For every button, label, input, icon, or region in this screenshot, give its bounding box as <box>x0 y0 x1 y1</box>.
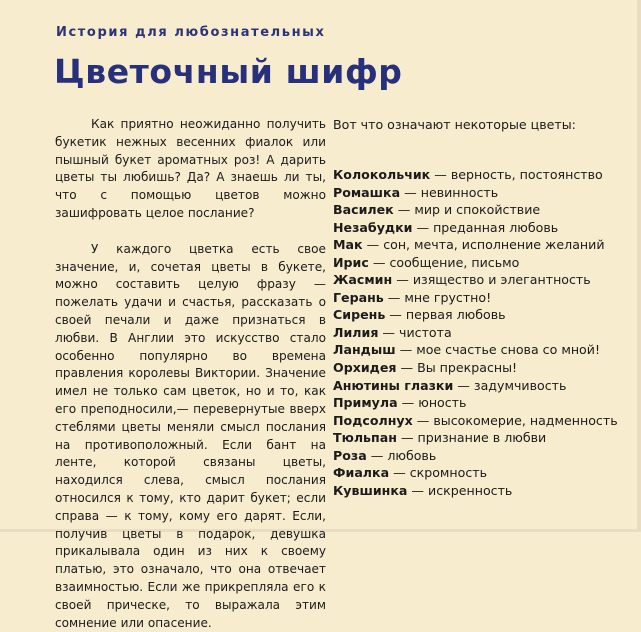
flower-meaning-item <box>333 464 633 482</box>
flower-separator: — <box>396 430 418 446</box>
flower-meaning-item <box>333 201 633 219</box>
flower-meaning: любовь <box>387 447 437 463</box>
flower-name: Жасмин <box>333 272 393 288</box>
section-kicker: История для любознательных <box>56 25 326 40</box>
flower-meaning: мне грустно! <box>404 289 492 305</box>
flower-meaning: признание в любви <box>417 430 547 446</box>
flower-meaning-item <box>333 166 633 184</box>
flower-meaning: преданная любовь <box>433 219 559 235</box>
flower-name: Герань <box>333 289 384 305</box>
flower-meaning-item <box>333 482 633 500</box>
flower-meaning-item <box>333 341 633 359</box>
flower-meanings-intro: Вот что означают некоторые цветы: <box>333 117 576 132</box>
flower-name: Василек <box>333 202 394 218</box>
flower-separator: — <box>389 465 410 481</box>
flower-meaning: юность <box>418 395 467 411</box>
flower-name: Орхидея <box>333 360 397 376</box>
flower-name: Сирень <box>333 307 386 323</box>
flower-meaning: искренность <box>428 482 513 498</box>
flower-meaning: скромность <box>409 465 488 481</box>
flower-meaning: высокомерие, надменность <box>433 412 618 428</box>
flower-meaning-item <box>333 412 633 430</box>
flower-meaning: первая любовь <box>405 307 506 323</box>
flower-separator: — <box>383 289 405 305</box>
flower-separator: — <box>368 254 390 270</box>
flower-meaning-item <box>333 359 633 377</box>
flower-meaning: Вы прекрасны! <box>417 360 518 376</box>
flower-meaning: мир и спокойствие <box>414 202 541 218</box>
flower-name: Лилия <box>333 324 379 340</box>
flower-meaning: невинность <box>420 184 499 200</box>
flower-meanings-column <box>333 116 633 498</box>
article-paragraph-1: Как приятно неожиданно получить букетик нежных весенних фиалок или пышный букет ароматных роз! А дарить цветы ты любишь? Да? А знаешь ли ты, что с помощью цветов можно зашифровать целое послание? <box>55 117 326 220</box>
article-column <box>55 116 326 632</box>
page-edge-right <box>637 0 641 532</box>
flower-separator: — <box>453 377 474 393</box>
flower-separator: — <box>393 202 415 218</box>
flower-separator: — <box>407 482 429 498</box>
flower-separator: — <box>392 272 413 288</box>
flower-separator: — <box>396 360 418 376</box>
flower-meaning-item <box>333 219 633 237</box>
flower-separator: — <box>412 412 434 428</box>
flower-separator: — <box>412 219 434 235</box>
flower-meaning-item <box>333 254 633 272</box>
article-paragraph-2: У каждого цветка есть свое значение, и, сочетая цветы в букете, можно составить целую фразу — пожелать удачи и счастья, рассказать о своей печали и даже признаться в любви. В Англии это искусство стало особенно популярно во времена правления королевы Виктории. Значение имел не только сам цветок, но и то, как его преподносили,— перевернутые вверх стеблями цветы меняли смысл послания на противоположный. Если бант на ленте, которой связаны цветы, находился слева, смысл послания относился к тому, кто дарит букет; если справа — к тому, кому его дарят. Если, получив цветы в подарок, девушка прикалывала один из них к своему платью, это означало, что она отвечает взаимностью. Если же прикрепляла его к своей прическе, то выражала этим сомнение или опасение. <box>55 241 326 630</box>
flower-name: Кувшинка <box>333 482 408 498</box>
flower-name: Ромашка <box>333 184 401 200</box>
flower-meaning: изящество и элегантность <box>412 272 591 288</box>
flower-meaning: верность, постоянство <box>450 167 603 182</box>
flower-meaning: сон, мечта, исполнение желаний <box>383 237 605 253</box>
flower-meaning: сообщение, письмо <box>389 254 520 270</box>
flower-meaning-item <box>333 306 633 324</box>
flower-name: Ирис <box>333 254 369 270</box>
flower-name: Колокольчик <box>333 167 431 182</box>
flower-separator: — <box>385 307 406 323</box>
page-title: Цветочный шифр <box>54 52 403 91</box>
flower-meaning: чистота <box>399 324 452 340</box>
flower-name: Фиалка <box>333 465 390 481</box>
flower-name: Примула <box>333 395 398 411</box>
flower-name: Роза <box>333 447 367 463</box>
flower-meanings-list <box>333 166 633 499</box>
flower-separator: — <box>397 395 419 411</box>
flower-meaning-item <box>333 429 633 447</box>
flower-meaning-item <box>333 289 633 307</box>
flower-meaning-item <box>333 377 633 395</box>
flower-name: Тюльпан <box>333 430 397 446</box>
flower-meaning-item <box>333 447 633 465</box>
flower-name: Подсолнух <box>333 412 413 428</box>
flower-separator: — <box>366 447 388 463</box>
flower-meaning-item <box>333 184 633 202</box>
flower-separator: — <box>378 324 400 340</box>
flower-meaning-item <box>333 271 633 289</box>
flower-separator: — <box>400 184 421 200</box>
flower-name: Анютины глазки <box>333 377 454 393</box>
flower-separator: — <box>430 167 451 182</box>
flower-meaning-item <box>333 324 633 342</box>
flower-meaning-item <box>333 236 633 254</box>
flower-name: Ландыш <box>333 342 396 358</box>
flower-name: Мак <box>333 237 363 253</box>
flower-meaning: задумчивость <box>473 377 567 393</box>
flower-separator: — <box>362 237 384 253</box>
flower-meaning: мое счастье снова со мной! <box>416 342 600 358</box>
flower-separator: — <box>395 342 417 358</box>
flower-meaning-item <box>333 394 633 412</box>
flower-name: Незабудки <box>333 219 413 235</box>
